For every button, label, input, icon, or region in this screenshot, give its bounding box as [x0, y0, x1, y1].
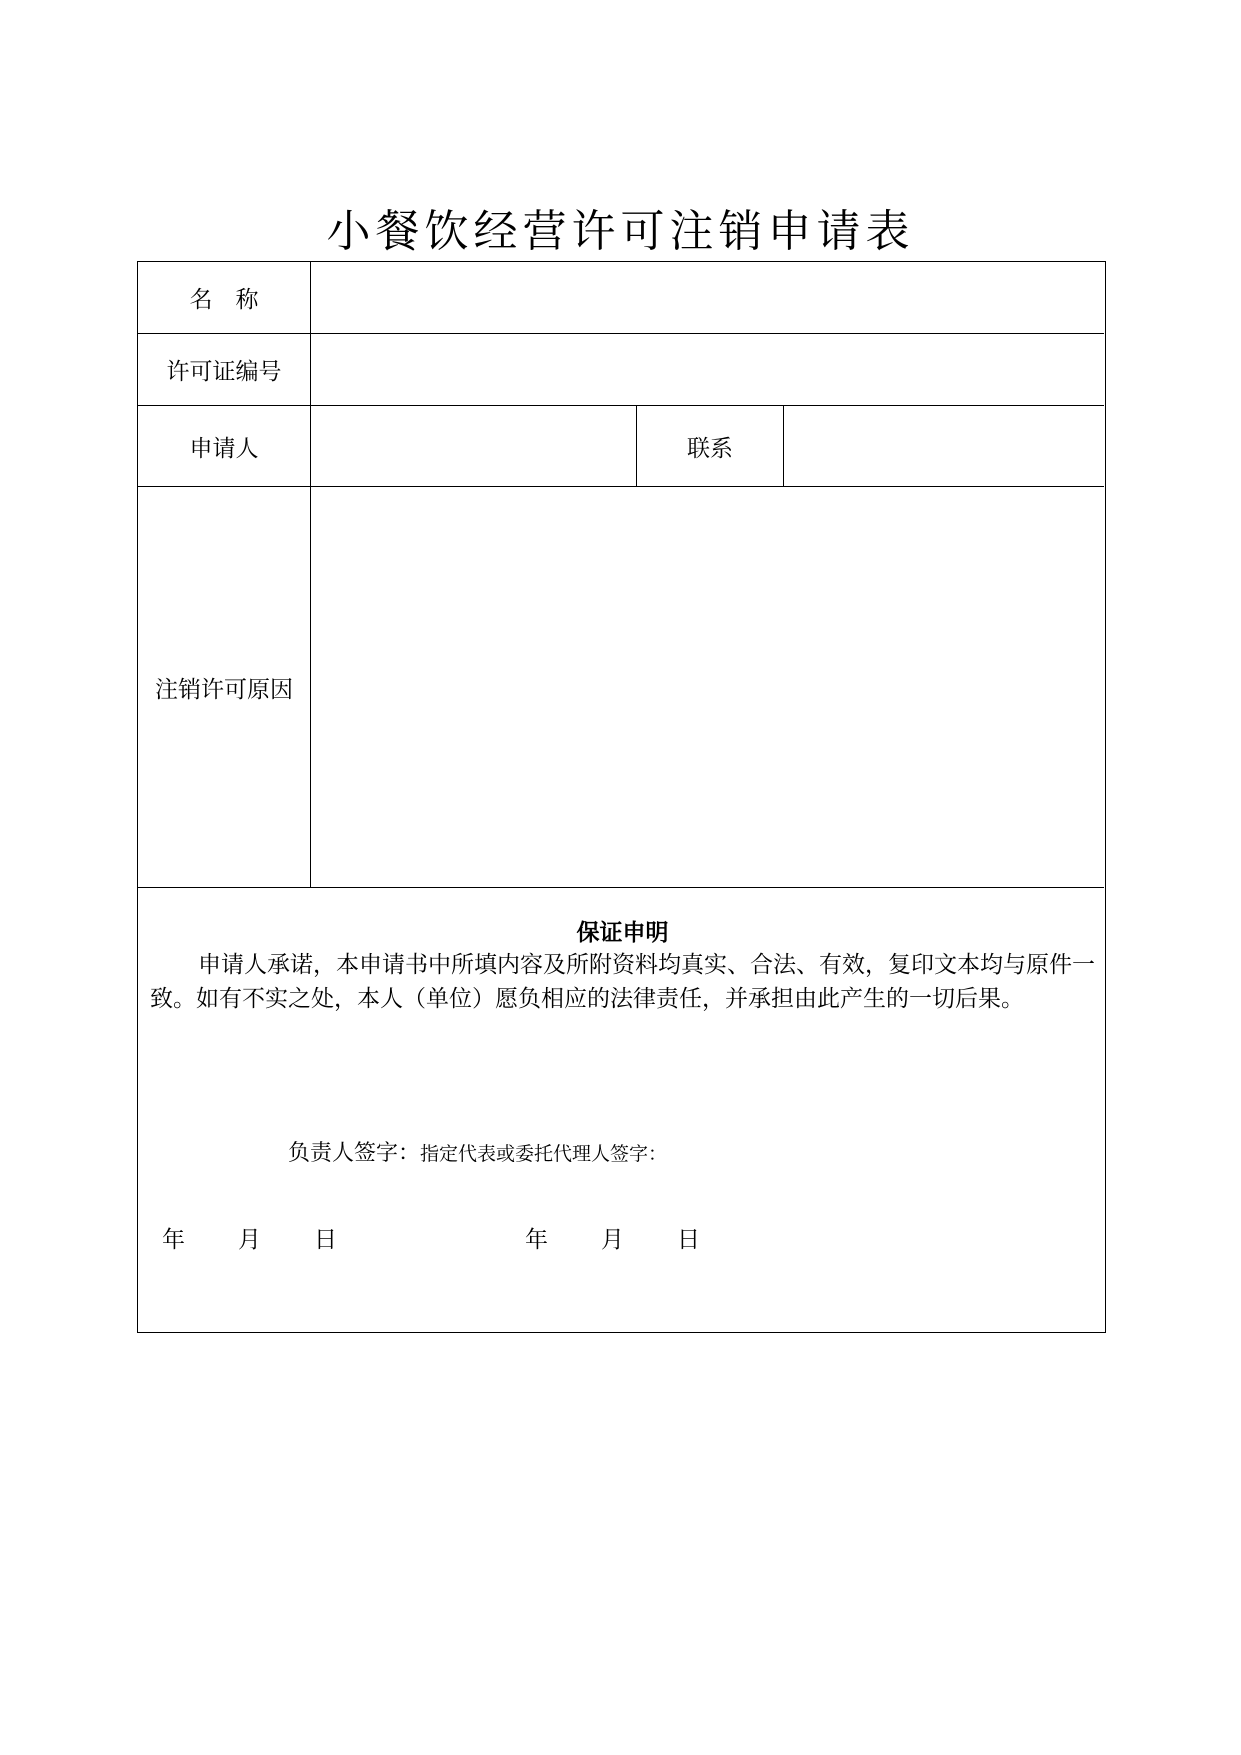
cancellation-reason-label: 注销许可原因	[155, 676, 293, 703]
application-form	[137, 261, 1106, 1333]
name-label: 名 称	[189, 287, 259, 313]
date-month: 月	[238, 1227, 261, 1253]
applicant-label: 申请人	[189, 435, 259, 462]
license-number-field[interactable]	[311, 334, 1104, 405]
date-year: 年	[162, 1227, 185, 1253]
row-divider	[138, 887, 1104, 888]
date-day: 日	[677, 1227, 700, 1253]
license-number-label: 许可证编号	[166, 359, 282, 385]
applicant-field[interactable]	[311, 406, 636, 486]
contact-label: 联系	[687, 435, 733, 462]
responsible-person-signature[interactable]	[288, 1139, 667, 1169]
date-day: 日	[314, 1227, 337, 1253]
date-month: 月	[601, 1227, 624, 1253]
date-left[interactable]	[162, 1225, 337, 1255]
agent-signature-label: 指定代表或委托代理人签字：	[420, 1143, 668, 1165]
name-field[interactable]	[311, 262, 1104, 333]
cancellation-reason-field[interactable]	[311, 487, 1104, 887]
responsible-signature-label: 负责人签字：	[288, 1141, 421, 1166]
declaration-text: 申请人承诺，本申请书中所填内容及所附资料均真实、合法、有效，复印文本均与原件一致。如有不实之处，本人（单位）愿负相应的法律责任，并承担由此产生的一切后果。	[150, 952, 1095, 1012]
contact-field[interactable]	[784, 406, 1104, 486]
date-right[interactable]	[525, 1225, 700, 1255]
page-title: 小餐饮经营许可注销申请表	[326, 206, 915, 257]
date-year: 年	[525, 1227, 548, 1253]
declaration-heading: 保证申明	[576, 919, 669, 946]
